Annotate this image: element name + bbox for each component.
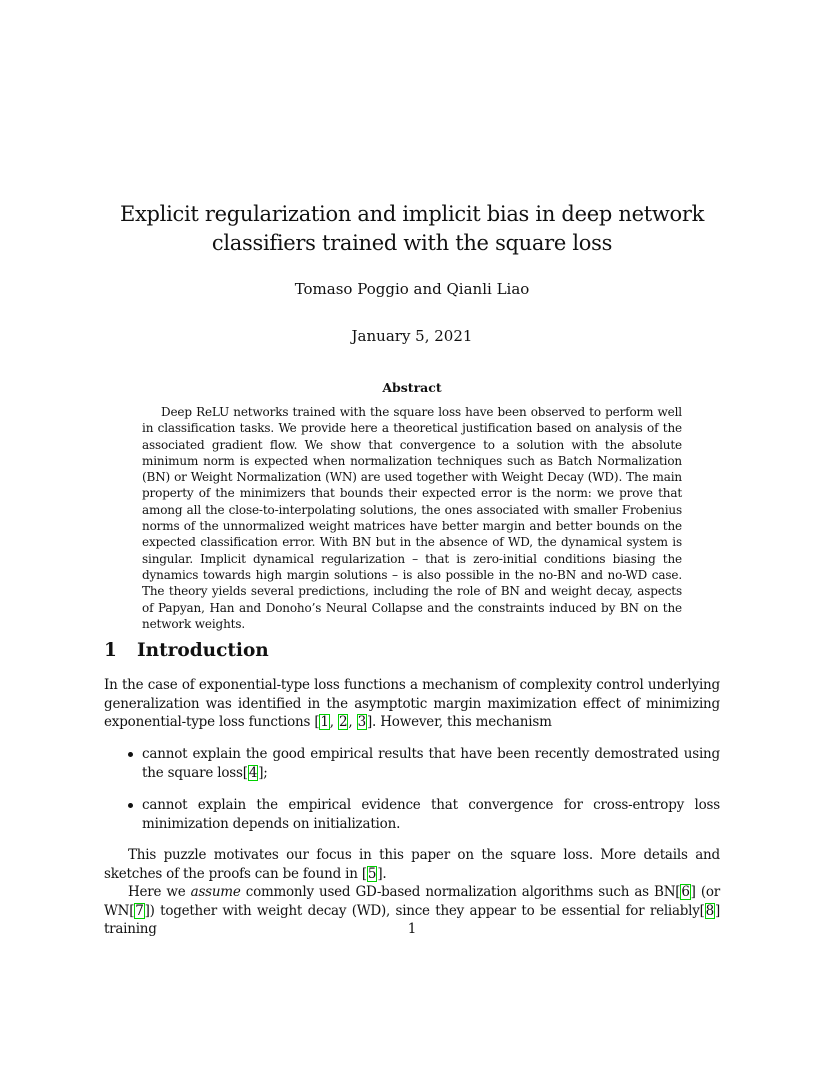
- intro-p1-text: In the case of exponential-type loss functions a mechanism of complexity control underlying generalization was identified in the asymptotic margin maximization effect of minimizing exponential-type loss functions: [104, 677, 720, 731]
- intro-p3-text-1: commonly used GD-based normalization algorithms such as BN: [240, 884, 676, 900]
- title-line-2: classifiers trained with the square loss: [211, 231, 613, 255]
- intro-p3-emphasis: assume: [190, 884, 241, 900]
- intro-p2-text: This puzzle motivates our focus in this paper on the square loss. More details and sketches of the proofs can be found in: [104, 847, 720, 882]
- section-title: Introduction: [137, 640, 269, 661]
- intro-p2-tail: .: [382, 865, 387, 882]
- citation-link-1[interactable]: 1: [320, 714, 329, 731]
- list-item: cannot explain the good empirical results that have been recently demostrated using the square loss[4];: [104, 745, 720, 782]
- citation-link-5[interactable]: 5: [367, 865, 377, 882]
- citation-link-2[interactable]: 2: [338, 714, 348, 731]
- bullet-2-text: cannot explain the empirical evidence that convergence for cross-entropy loss minimization depends on initialization.: [142, 797, 720, 833]
- citation-separator: ,: [348, 714, 357, 731]
- bullet-icon: [128, 803, 133, 808]
- section-number: 1: [104, 640, 117, 661]
- intro-p3-text-4: training: [104, 921, 157, 938]
- page-number: 1: [407, 921, 417, 937]
- bullet-1-text: cannot explain the good empirical results that have been recently demostrated using the square loss: [142, 746, 720, 781]
- intro-bullet-list: [104, 745, 720, 834]
- intro-p3-text-3: ) together with weight decay (WD), since they appear to be essential for reliably: [149, 902, 700, 919]
- abstract-text: Deep ReLU networks trained with the square loss have been observed to perform well in classification tasks. We provide here a theoretical justification based on analysis of the associated gradient flow. We show that convergence to a solution with the absolute minimum norm is expected when normalization techniques such as Batch Normalization (BN) or Weight Normalization (WN) are used together with Weight Decay (WD). The main property of the minimizers that bounds their expected error is the norm: we prove that among all the close-to-interpolating solutions, the ones associated with smaller Frobenius norms of the unnormalized weight matrices have better margin and better bounds on the expected classification error. With BN but in the absence of WD, the dynamical system is singular. Implicit dynamical regularization – that is zero-initial conditions biasing the dynamics towards high margin solutions – is also possible in the no-BN and no-WD case. The theory yields several predictions, including the role of BN and weight decay, aspects of Papyan, Han and Donoho’s Neural Collapse and the constraints induced by BN on the network weights.: [142, 405, 682, 631]
- intro-paragraph-1: In the case of exponential-type loss functions a mechanism of complexity control underlying generalization was identified in the asymptotic margin maximization effect of minimizing exponential-type loss functions [1, 2, 3]. However, this mechanism: [104, 677, 720, 731]
- section-heading-introduction: [104, 639, 269, 663]
- list-item: [104, 796, 720, 833]
- bullet-icon: [128, 752, 133, 757]
- intro-paragraph-3: Here we assume commonly used GD-based normalization algorithms such as BN[6] (or WN[7]) together with weight decay (WD), since they appear to be essential for reliably[8] training: [104, 884, 720, 938]
- paper-authors: Tomaso Poggio and Qianli Liao: [294, 280, 530, 298]
- bullet-1-tail: ;: [263, 764, 268, 781]
- paper-title: [104, 200, 720, 258]
- citation-separator: ,: [329, 714, 338, 731]
- intro-p3-text-2: (or WN: [104, 884, 720, 919]
- citation-link-3[interactable]: 3: [357, 714, 366, 731]
- paper-date: January 5, 2021: [351, 327, 473, 345]
- intro-p1-tail: . However, this mechanism: [372, 714, 552, 731]
- citation-link-6[interactable]: 6: [681, 884, 690, 900]
- abstract-heading: Abstract: [382, 380, 442, 395]
- title-line-1: Explicit regularization and implicit bias in deep network: [119, 202, 705, 226]
- citation-link-8[interactable]: 8: [705, 902, 714, 919]
- citation-link-4[interactable]: 4: [248, 764, 258, 781]
- intro-p3-lead: Here we: [128, 884, 191, 900]
- intro-paragraph-2: This puzzle motivates our focus in this paper on the square loss. More details and sketches of the proofs can be found in [5].: [104, 847, 720, 882]
- citation-link-7[interactable]: 7: [135, 902, 144, 919]
